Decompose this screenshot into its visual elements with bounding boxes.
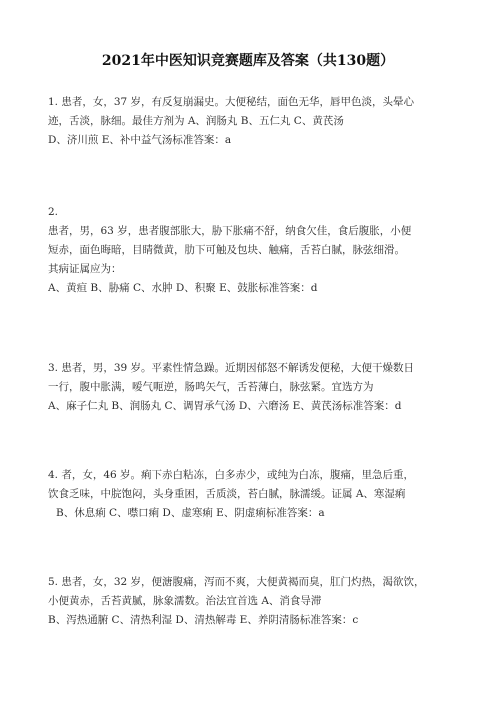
question-block-1 [48,93,458,150]
question-line: B、泻热通腑 C、清热利湿 D、清热解毒 E、养阴清肠标准答案：c [48,614,359,626]
question-line: 患者，男，63 岁，患者腹部胀大，胁下胀痛不舒，纳食欠佳，食后腹胀，小便 [48,225,412,237]
question-line: 一行，腹中胀满，嗳气呃逆，肠鸣矢气，舌苔薄白，脉弦紧。宜选方为 [48,381,374,393]
question-block-3 [48,359,458,416]
question-line: 2. [48,206,59,218]
question-line: 小便黄赤，舌苔黄腻，脉象濡数。治法宜首选 A、消食导滞 [48,595,322,607]
question-line: 饮食乏味，中脘饱闷，头身重困，舌质淡，苔白腻，脉濡缓。证属 A、寒湿痢 [48,488,406,500]
question-line: A、黄疸 B、胁痛 C、水肿 D、积聚 E、鼓胀标准答案：d [48,282,318,294]
question-block-5 [48,573,458,630]
question-line: 短赤，面色晦暗，目睛微黄，肋下可触及包块、触痛，舌苔白腻，脉弦细滑。 [48,244,405,256]
question-line: 5. 患者，女，32 岁，便溏腹痛，泻而不爽，大便黄褐而臭，肛门灼热，渴欲饮， [48,576,425,588]
question-line: 其病证属应为： [48,263,122,275]
question-line: 迹，舌淡，脉细。最佳方剂为 A、润肠丸 B、五仁丸 C、黄芪汤 [48,115,344,127]
question-line: A、麻子仁丸 B、润肠丸 C、调胃承气汤 D、六磨汤 E、黄芪汤标准答案：d [48,400,402,412]
question-block-2 [48,203,458,298]
question-line: 3. 患者，男，39 岁。平素性情急躁。近期因郁怒不解诱发便秘，大便干燥数日 [48,362,415,374]
question-line: D、济川煎 E、补中益气汤标准答案：a [48,134,232,146]
question-line: 1. 患者，女，37 岁，有反复崩漏史。大便秘结，面色无华，唇甲色淡，头晕心 [48,96,415,108]
document-title: 2021年中医知识竞赛题库及答案（共130题） [101,53,395,69]
question-line: B、休息痢 C、噤口痢 D、虚寒痢 E、阴虚痢标准答案：a [56,507,325,519]
question-line: 4. 者，女，46 岁。痢下赤白粘冻，白多赤少，或纯为白冻，腹痛，里急后重， [48,469,415,481]
question-block-4 [48,466,458,523]
